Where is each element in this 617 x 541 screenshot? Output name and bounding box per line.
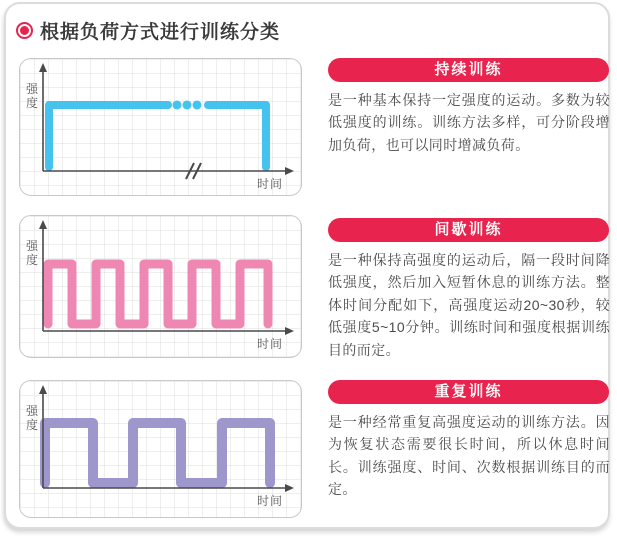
page-header bbox=[16, 17, 280, 44]
continuous-training-chart-panel bbox=[19, 58, 302, 196]
y-axis-label: 强度 bbox=[25, 404, 38, 432]
interval-training-heading: 间歇训练 bbox=[328, 218, 609, 242]
x-axis-label: 时间 bbox=[257, 177, 284, 191]
continuous-training-description: 是一种基本保持一定强度的运动。多数为较低强度的训练。训练方法多样，可分阶段增加负荷，也可以同时增减负荷。 bbox=[328, 92, 610, 153]
repetition-training-description: 是一种经常重复高强度运动的训练方法。因为恢复状态需要很长时间，所以休息时间长。训练强度、时间、次数根据训练目的而定。 bbox=[328, 414, 610, 498]
interval-training-description: 是一种保持高强度的运动后，隔一段时间降低强度，然后加入短暂休息的训练方法。整体时间分配如下，高强度运动20~30秒，较低强度5~10分钟。训练时间和强度根据训练目的而定。 bbox=[328, 252, 610, 358]
repetition-training-chart-panel bbox=[19, 380, 302, 518]
y-axis-label: 强度 bbox=[25, 239, 38, 267]
y-axis-label: 强度 bbox=[25, 82, 38, 110]
page-title: 根据负荷方式进行训练分类 bbox=[40, 22, 281, 43]
continuous-training-heading: 持续训练 bbox=[328, 58, 609, 82]
x-axis-label: 时间 bbox=[257, 494, 284, 508]
repetition-training-heading: 重复训练 bbox=[328, 380, 609, 404]
interval-training-chart-panel bbox=[19, 215, 302, 358]
x-axis-label: 时间 bbox=[257, 337, 284, 351]
bullet-icon bbox=[16, 22, 33, 39]
